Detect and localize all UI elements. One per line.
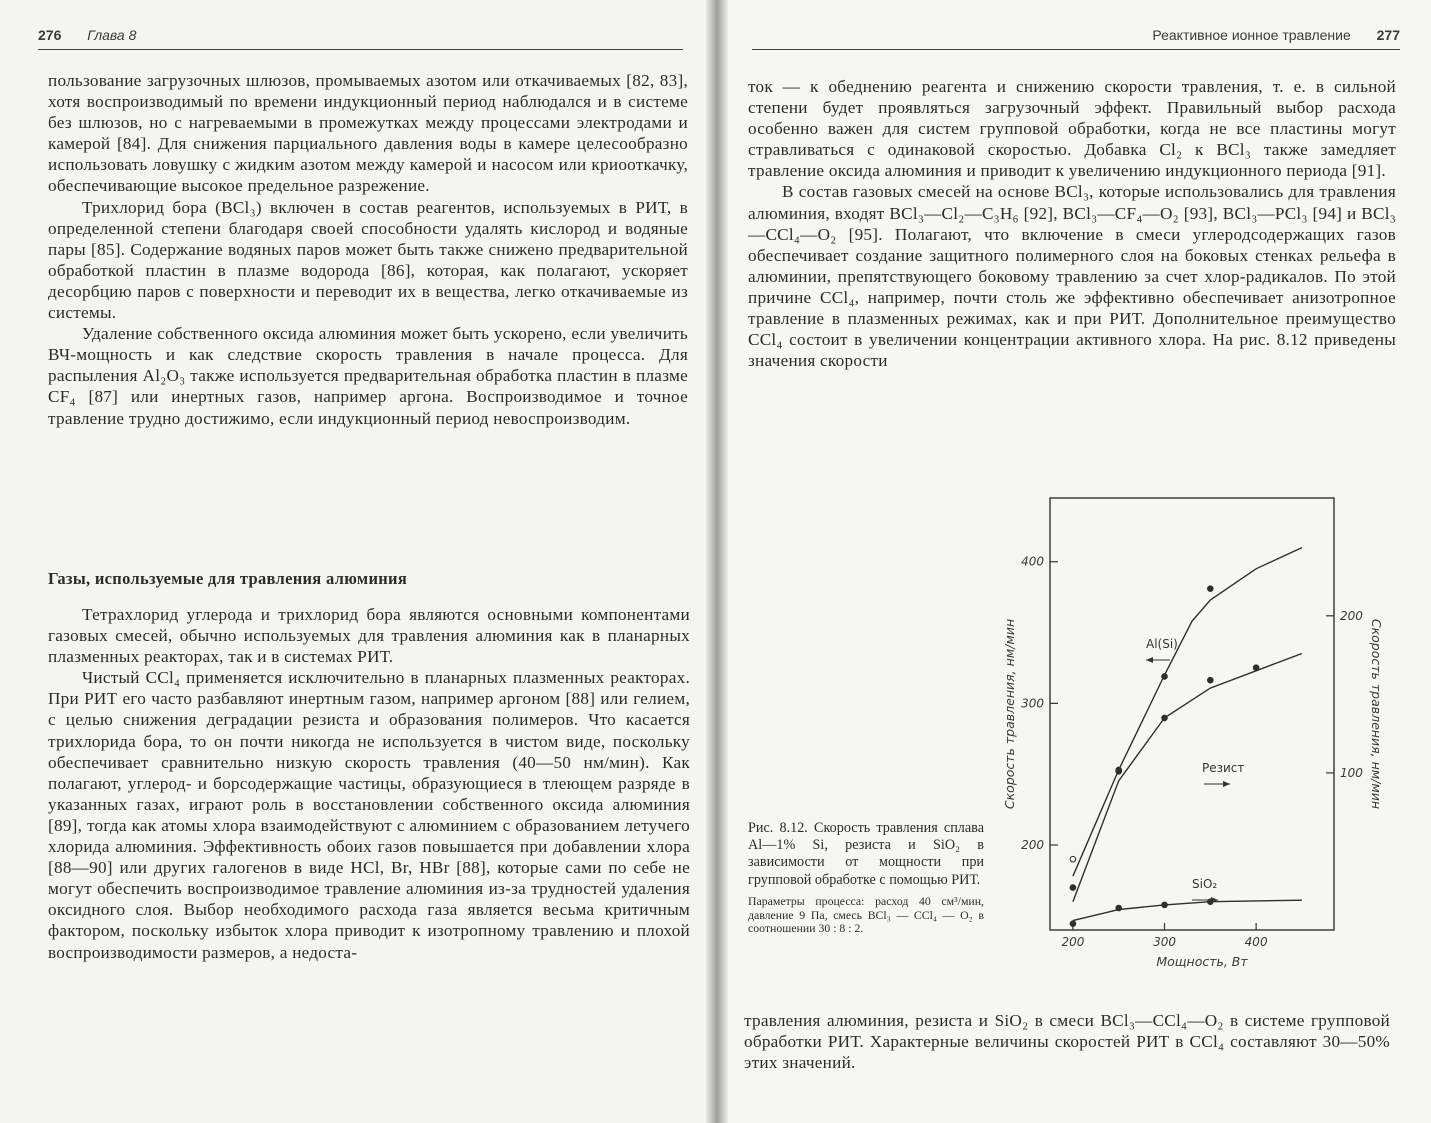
- y-left-tick-label: 300: [1021, 696, 1044, 711]
- figure-caption: [748, 820, 984, 936]
- right-page: [722, 0, 1431, 1123]
- left-page-number: 276: [38, 27, 62, 43]
- paragraph: травления алюминия, резиста и SiO₂ в смеси BCl₃—CCl₄—O₂ в системе групповой обработки РИТ. Характерные величины скоростей РИТ в CCl₄ составляют 30—50% этих значений.: [744, 1011, 1390, 1073]
- data-point: [1070, 921, 1076, 927]
- data-point: [1208, 586, 1214, 592]
- right-running-head: [752, 27, 1400, 50]
- right-top-text: [748, 76, 1396, 371]
- left-intro-text: [48, 70, 688, 429]
- book-gutter: [706, 0, 728, 1123]
- running-title: Реактивное ионное травление: [1152, 27, 1351, 43]
- y-left-tick-label: 200: [1021, 838, 1044, 853]
- left-running-head: [38, 27, 683, 50]
- left-page: [0, 0, 712, 1123]
- paragraph: В состав газовых смесей на основе BCl₃, которые использовались для травления алюминия, входят BCl₃—Cl₂—C₃H₆ [92], BCl₃—CF₄—O₂ [93], BCl₃—PCl₃ [94] и BCl₃—CCl₄—O₂ [95]. Полагают, что включение в смеси углеродсодержащих газов обеспечивает создание защитного полимерного слоя на боковых стенках рельефа в алюминии, препятствующего боковому травлению за счет хлор-радикалов. По этой причине CCl₄, например, почти столь же эффективно обеспечивает анизотропное травление в плазменных режимах, как и при РИТ. Дополнительное преимущество CCl₄ состоит в увеличении концентрации активного хлора. На рис. 8.12 приведены значения скорости: [748, 182, 1396, 371]
- direction-arrow-head: [1146, 657, 1153, 663]
- paragraph: ток — к обеднению реагента и снижению скорости травления, т. е. в сильной степени будет проявляться загрузочный эффект. Правильный выбор расхода особенно важен для систем групповой обработки, когда не все пластины могут стравливаться с одинаковой скоростью. Добавка Cl₂ к BCl₃ также замедляет травление оксида алюминия и приводит к увеличению индукционного периода [91].: [748, 77, 1396, 181]
- series-label: SiO₂: [1192, 877, 1218, 891]
- data-point: [1116, 905, 1122, 911]
- caption-text: Рис. 8.12. Скорость травления сплава Al—1% Si, резиста и SiO₂ в зависимости от мощности при групповой обработке с помощью РИТ.: [748, 820, 984, 888]
- paragraph: Трихлорид бора (BCl₃) включен в состав реагентов, используемых в РИТ, в определенной степени благодаря своей способности удалять кислород и водяные пары [85]. Содержание водяных паров может быть также снижено предварительной обработкой пластин в плазме водорода [86], которая, как полагают, ускоряет десорбцию паров с поверхности и переводит их в вещества, легко откачиваемые из системы.: [48, 197, 688, 323]
- paragraph: Тетрахлорид углерода и трихлорид бора являются основными компонентами газовых смесей, обычно используемых для травления алюминия как в планарных плазменных реакторах, так и в системах РИТ.: [48, 605, 690, 667]
- y-right-axis-label: Скорость травления, нм/мин: [1369, 618, 1384, 810]
- x-tick-label: 200: [1061, 935, 1085, 949]
- x-tick-label: 400: [1244, 935, 1268, 949]
- plot-frame: [1050, 498, 1334, 930]
- etch-rate-chart: [996, 490, 1406, 990]
- y-right-tick-label: 200: [1340, 608, 1363, 623]
- chapter-title: Глава 8: [87, 27, 137, 43]
- caption-params: Параметры процесса: расход 40 см³/мин, давление 9 Па, смесь BCl₃ — CCl₄ — O₂ в соотношении 30 : 8 : 2.: [748, 893, 984, 936]
- y-left-tick-label: 400: [1021, 554, 1044, 569]
- right-bottom-text: [744, 1010, 1390, 1073]
- data-point: [1253, 665, 1259, 671]
- data-point: [1162, 674, 1168, 680]
- paragraph: Чистый CCl₄ применяется исключительно в планарных плазменных реакторах. При РИТ его часто разбавляют инертным газом, например аргоном [88] или гелием, с целью снижения деградации резиста и образования полимеров. Что касается трихлорида бора, то он почти никогда не используется в чистом виде, поскольку обеспечивает сравнительно низкую скорость травления (40—50 нм/мин). Как полагают, углерод- и борсодержащие частицы, образующиеся в тлеющем разряде в указанных газах, играют роль в восстановлении собственного оксида алюминия [89], тогда как атомы хлора взаимодействуют с алюминием с образованием летучего хлорида алюминия. Эффективность обоих газов повышается при добавлении хлора [88—90] или других галогенов в виде HCl, Br, HBr [88], которые сами по себе не могут обеспечить воспроизводимое травление алюминия из-за трудностей удаления оксидного слоя. Выбор необходимого расхода газа является весьма критичным фактором, поскольку избыток хлора приводит к изотропному травлению и плохой воспроизводимости размеров, а недоста-: [48, 668, 690, 962]
- y-right-tick-label: 100: [1340, 765, 1363, 780]
- section-heading: Газы, используемые для травления алюминия: [48, 569, 408, 588]
- series-label: Резист: [1202, 761, 1245, 775]
- x-axis-label: Мощность, Вт: [1156, 954, 1248, 969]
- data-point: [1070, 885, 1076, 891]
- right-page-number: 277: [1376, 27, 1400, 43]
- y-left-axis-label: Скорость травления, нм/мин: [1002, 618, 1017, 810]
- data-point: [1116, 769, 1122, 775]
- series-line: [1073, 900, 1302, 920]
- data-point: [1208, 677, 1214, 683]
- data-point: [1162, 715, 1168, 721]
- direction-arrow-head: [1223, 781, 1230, 787]
- x-tick-label: 300: [1153, 935, 1176, 949]
- left-section-text: [48, 604, 690, 963]
- paragraph: Удаление собственного оксида алюминия может быть ускорено, если увеличить ВЧ-мощность и как следствие скорость травления в начале процесса. Для распыления Al₂O₃ также используется предварительная обработка пластин в плазме CF₄ [87] или инертных газов, например аргона. Воспроизводимое и точное травление трудно достижимо, если индукционный период невоспроизводим.: [48, 324, 688, 428]
- data-point: [1070, 856, 1076, 862]
- series-label: Al(Si): [1146, 637, 1178, 651]
- series-line: [1073, 548, 1302, 877]
- series-line: [1073, 654, 1302, 902]
- data-point: [1162, 902, 1168, 908]
- paragraph: пользование загрузочных шлюзов, промываемых азотом или откачиваемых [82, 83], хотя воспроизводимый по времени индукционный период наблюдался и в системе без шлюзов, но с нагреваемыми в промежутках между процессами электродами и камерой [84]. Для снижения парциального давления воды в камере целесообразно использовать ловушку с жидким азотом между камерой и насосом или криооткачку, обеспечивающие высокое предельное разрежение.: [48, 71, 688, 196]
- figure-8-12: [996, 490, 1406, 990]
